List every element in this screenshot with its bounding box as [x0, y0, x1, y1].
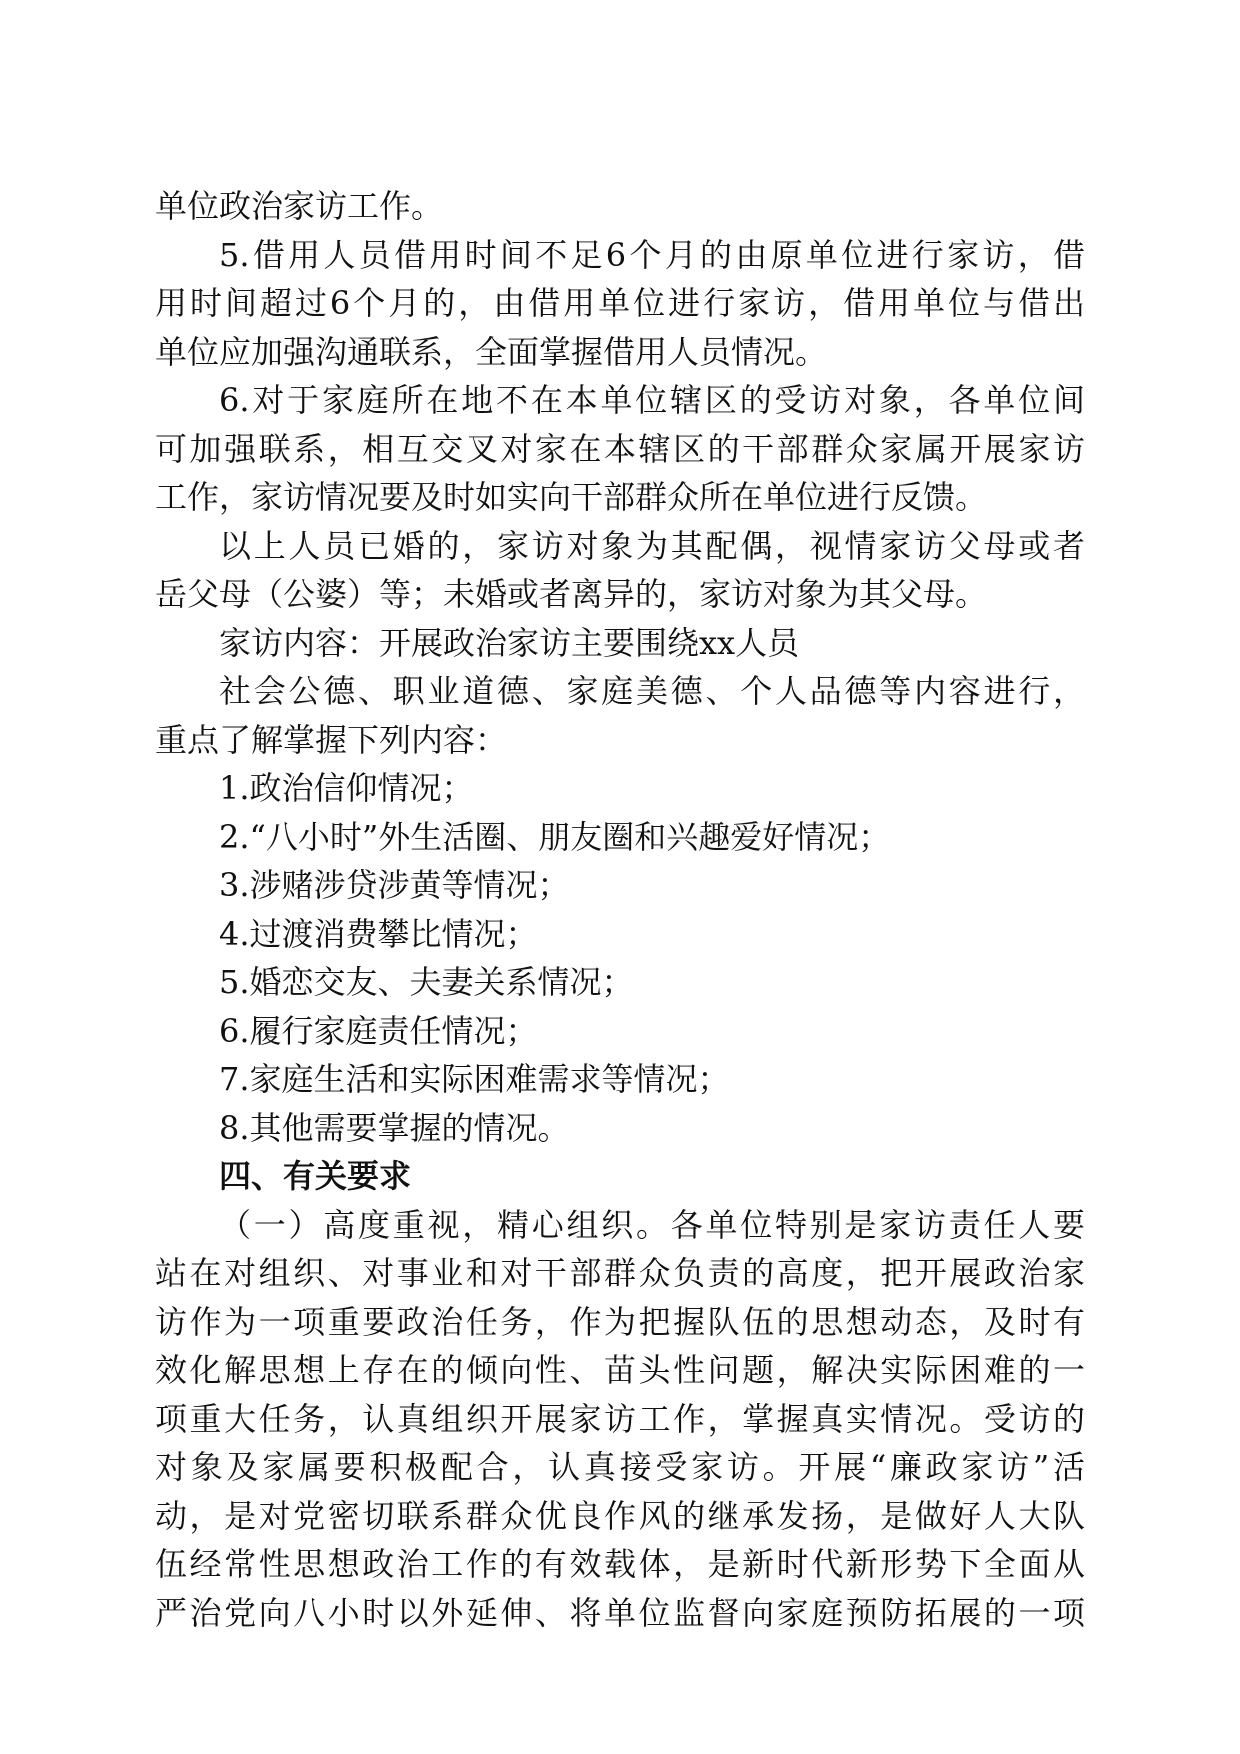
- text-line: 对象及家属要积极配合，认真接受家访。开展“廉政家访”活: [155, 1448, 1085, 1486]
- text-line: 以上人员已婚的，家访对象为其配偶，视情家访父母或者: [219, 526, 1085, 565]
- text-line: 5.借用人员借用时间不足6个月的由原单位进行家访，借: [219, 235, 1085, 274]
- document-page: [155, 182, 1085, 1637]
- text-line: 6.履行家庭责任情况；: [219, 1011, 538, 1050]
- text-line: 站在对组织、对事业和对干部群众负责的高度，把开展政治家: [155, 1254, 1085, 1292]
- text-line: 家访内容：开展政治家访主要围绕xx人员: [219, 623, 800, 662]
- text-line: 2.“八小时”外生活圈、朋友圈和兴趣爱好情况；: [219, 817, 891, 856]
- text-line: 6.对于家庭所在地不在本单位辖区的受访对象，各单位间: [219, 381, 1085, 419]
- text-line: 4.过渡消费攀比情况；: [219, 914, 538, 953]
- text-line: 单位应加强沟通联系，全面掌握借用人员情况。: [155, 332, 828, 371]
- text-line: 用时间超过6个月的，由借用单位进行家访，借用单位与借出: [155, 284, 1085, 322]
- text-line: 伍经常性思想政治工作的有效载体，是新时代新形势下全面从: [155, 1545, 1085, 1583]
- text-line: 5.婚恋交友、夫妻关系情况；: [219, 963, 634, 1001]
- text-line: 项重大任务，认真组织开展家访工作，掌握真实情况。受访的: [155, 1399, 1085, 1438]
- text-line: 3.涉赌涉贷涉黄等情况；: [219, 866, 570, 904]
- text-line: 可加强联系，相互交叉对家在本辖区的干部群众家属开展家访: [155, 429, 1085, 468]
- section-heading: 四、有关要求: [219, 1157, 412, 1195]
- text-line: 严治党向八小时以外延伸、将单位监督向家庭预防拓展的一项: [155, 1593, 1085, 1632]
- text-line: 动，是对党密切联系群众优良作风的继承发扬，是做好人大队: [155, 1496, 1085, 1535]
- text-line: 8.其他需要掌握的情况。: [219, 1108, 570, 1147]
- text-line: 访作为一项重要政治任务，作为把握队伍的思想动态，及时有: [155, 1302, 1085, 1341]
- text-line: 效化解思想上存在的倾向性、苗头性问题，解决实际困难的一: [155, 1351, 1085, 1389]
- text-line: 7.家庭生活和实际困难需求等情况；: [219, 1060, 730, 1098]
- text-line: 重点了解掌握下列内容：: [155, 720, 508, 759]
- text-line: 工作，家访情况要及时如实向干部群众所在单位进行反馈。: [155, 478, 988, 516]
- text-line: 单位政治家访工作。: [155, 187, 444, 225]
- text-line: （一）高度重视，精心组织。各单位特别是家访责任人要: [219, 1205, 1085, 1244]
- text-line: 社会公德、职业道德、家庭美德、个人品德等内容进行，: [219, 672, 1085, 710]
- text-line: 1.政治信仰情况；: [219, 769, 474, 807]
- text-line: 岳父母（公婆）等；未婚或者离异的，家访对象为其父母。: [155, 575, 988, 613]
